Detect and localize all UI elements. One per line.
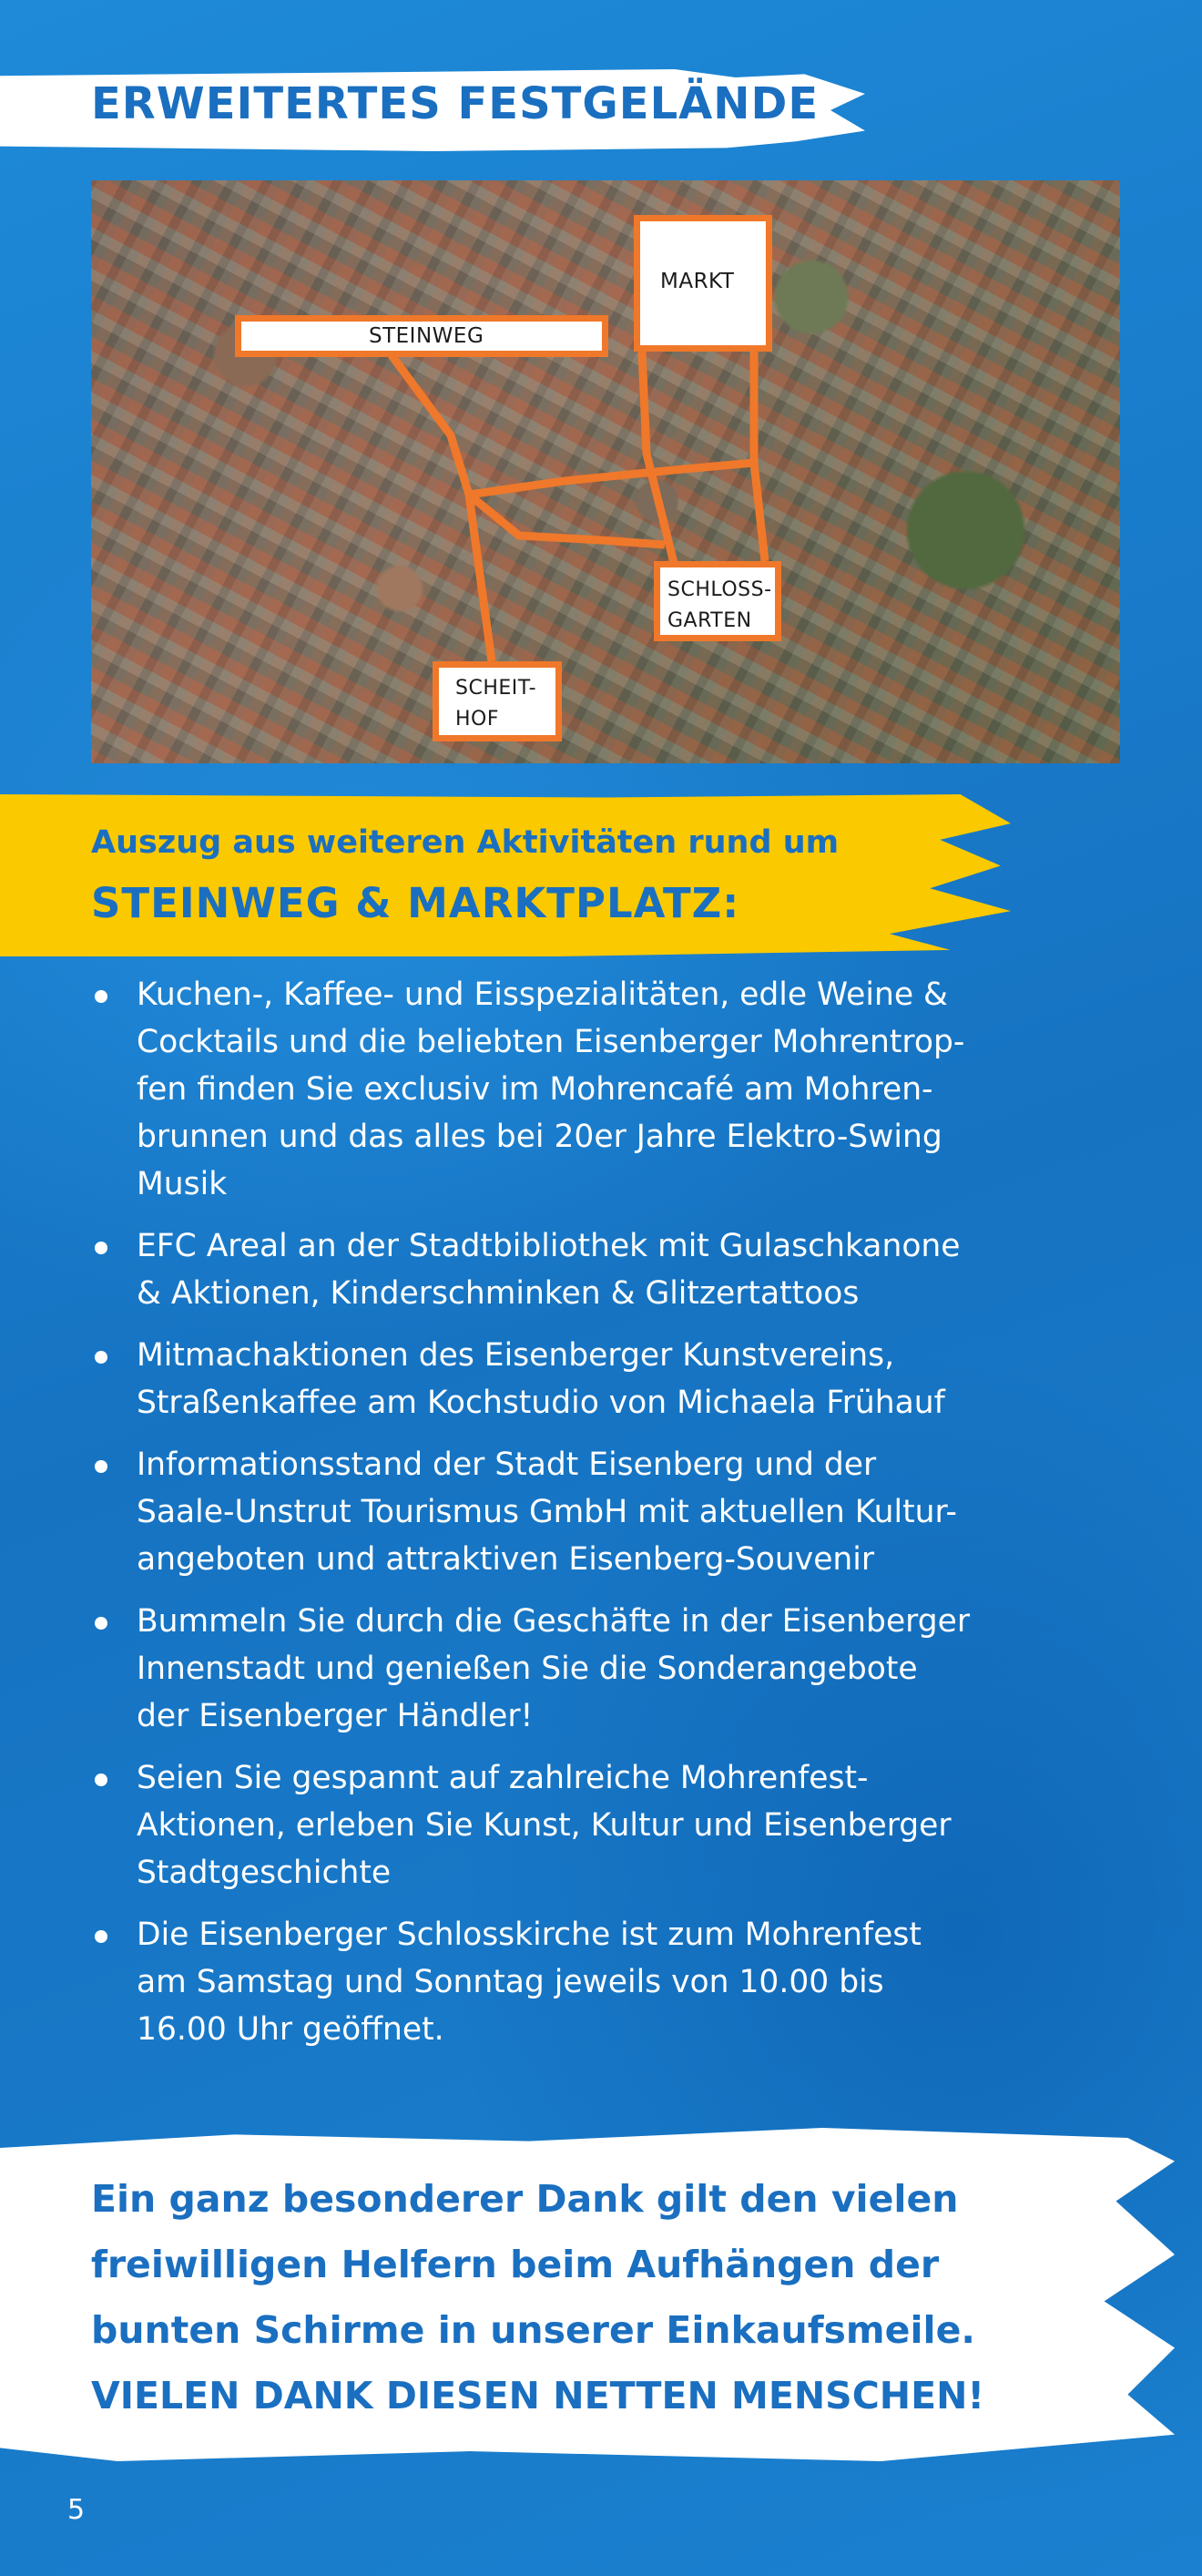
- thanks-line-1: Ein ganz besonderer Dank gilt den vielen: [91, 2177, 959, 2221]
- bullet-icon: [95, 1242, 107, 1254]
- bullet-icon: [95, 1774, 107, 1786]
- list-item-text: Die Eisenberger Schlosskirche ist zum Mohrenfest am Samstag und Sonntag jeweils von 10.00 bis 16.00 Uhr geöffnet.: [137, 1917, 922, 2048]
- list-item: [91, 1222, 1129, 1317]
- list-item-text: Kuchen-, Kaffee- und Eisspezialitäten, edle Weine & Cocktails und die beliebten Eisenberger Mohrentrop- fen finden Sie exclusiv im Mohrencafé am Mohren- brunnen und das alles bei 20er Jahre Elektro-Swing Musik: [137, 976, 965, 1202]
- thanks-line-4: VIELEN DANK DIESEN NETTEN MENSCHEN!: [91, 2374, 985, 2418]
- map-label-scheithof: [433, 661, 562, 741]
- list-item: [91, 1441, 1129, 1583]
- map-label-markt: MARKT: [634, 215, 772, 352]
- list-item: [91, 971, 1129, 1208]
- bullet-icon: [95, 990, 107, 1003]
- map-label-schlossgarten-line1: SCHLOSS-: [667, 578, 772, 601]
- thanks-line-2: freiwilligen Helfern beim Aufhängen der: [91, 2243, 940, 2286]
- bullet-icon: [95, 1351, 107, 1364]
- map-label-scheithof-line1: SCHEIT-: [455, 677, 537, 700]
- bullet-icon: [95, 1930, 107, 1943]
- route-right: [754, 463, 765, 561]
- list-item: [91, 1598, 1129, 1740]
- route-markt-to-schlossgarten: [642, 352, 674, 563]
- map-label-steinweg: STEINWEG: [235, 315, 608, 357]
- section-intro: Auszug aus weiteren Aktivitäten rund um: [91, 824, 840, 861]
- map-label-scheithof-line2: HOF: [455, 708, 500, 731]
- bullet-icon: [95, 1460, 107, 1473]
- thanks-message: [91, 2166, 1129, 2428]
- list-item-text: Mitmachaktionen des Eisenberger Kunstvereins, Straßenkaffee am Kochstudio von Michaela Frühauf: [137, 1337, 945, 1421]
- list-item: [91, 1754, 1129, 1896]
- aerial-map: [91, 180, 1120, 763]
- thanks-line-3: bunten Schirme in unserer Einkaufsmeile.: [91, 2308, 975, 2352]
- map-label-schlossgarten: [654, 561, 781, 641]
- section-title: STEINWEG & MARKTPLATZ:: [91, 879, 740, 927]
- route-loop: [469, 352, 754, 495]
- list-item-text: Bummeln Sie durch die Geschäfte in der Eisenberger Innenstadt und genießen Sie die Sonderangebote der Eisenberger Händler!: [137, 1603, 971, 1734]
- list-item-text: Informationsstand der Stadt Eisenberg und der Saale-Unstrut Tourismus GmbH mit aktuellen Kultur- angeboten und attraktiven Eisenberg-Souvenir: [137, 1446, 957, 1578]
- list-item: [91, 1332, 1129, 1426]
- list-item: [91, 1911, 1129, 2053]
- route-overlay: [91, 180, 1120, 763]
- list-item-text: EFC Areal an der Stadtbibliothek mit Gulaschkanone & Aktionen, Kinderschminken & Glitzertattoos: [137, 1228, 961, 1312]
- route-lower: [469, 495, 665, 545]
- list-item-text: Seien Sie gespannt auf zahlreiche Mohrenfest- Aktionen, erleben Sie Kunst, Kultur und Eisenberger Stadtgeschichte: [137, 1760, 952, 1891]
- page-heading: ERWEITERTES FESTGELÄNDE: [91, 78, 820, 129]
- page-number: 5: [67, 2494, 86, 2526]
- bullet-icon: [95, 1617, 107, 1630]
- activity-list: [91, 971, 1129, 2068]
- section-brush-stroke: [0, 794, 1011, 956]
- map-label-schlossgarten-line2: GARTEN: [667, 609, 752, 632]
